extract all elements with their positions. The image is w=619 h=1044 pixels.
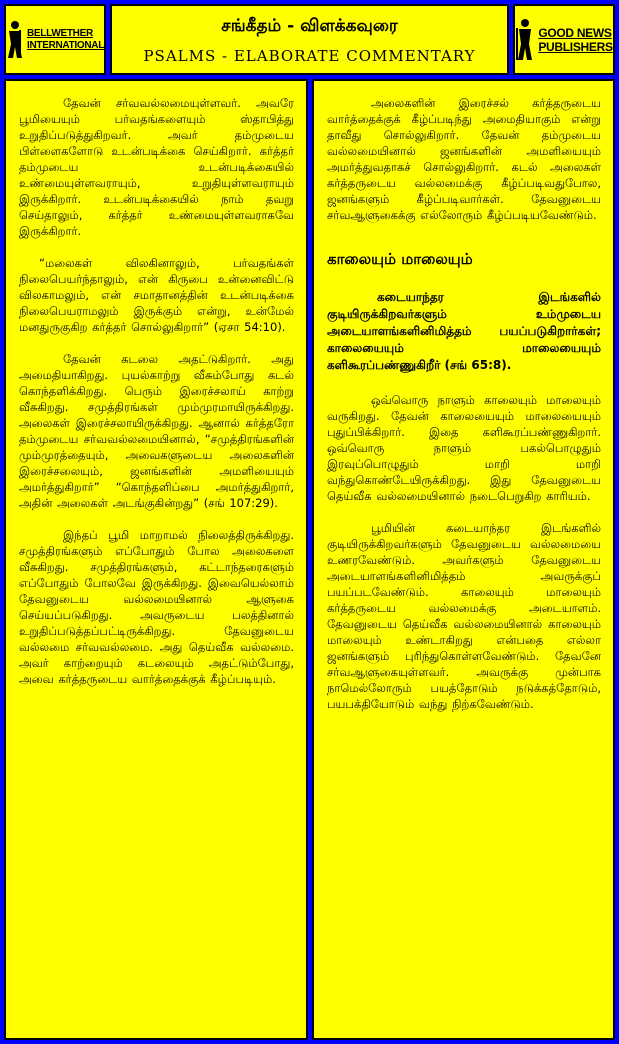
good-news-logo [515, 18, 612, 62]
left-paragraph-4: இந்தப் பூமி மாறாமல் நிலைத்திருக்கிறது. சமுத்திரங்களும் எப்போதும் போல அலைகளை வீசுகிறது. சமுத்திரங்களும், கட்டாந்தரைகளும் எப்போதும் போலவே இருக்கிறது. இவையெல்லாம் தேவனுடைய வல்லமையினால் ஆளுகை செய்யப்படுகிறது. அவருடைய பலத்தினால் உறுதிப்படுத்தப்பட்டிருக்கிறது. தேவனுடைய வல்லமை சர்வவல்லமை. அது தெய்வீக வல்லமை. அவர் காற்றையும் கடலையும் அதட்டும்போது, அவை கர்த்தருடைய வார்த்தைக்குக் கீழ்ப்படியும். [19, 528, 294, 686]
right-column [312, 79, 615, 1040]
page-title-tamil: சங்கீதம் - விளக்கவுரை [221, 16, 398, 36]
good-news-logo-line2: PUBLISHERS [538, 39, 613, 54]
scripture-verse: கடையாந்தர இடங்களில் குடியிருக்கிறவர்களும் உம்முடைய அடையாளங்களினிமித்தம் பயப்படுகிறார்கள்; காலையையும் மாலையையும் களிகூரப்பண்ணுகிறீர் (சங் 65:8). [327, 290, 601, 372]
right-intro-paragraph: அலைகளின் இரைச்சல் கர்த்தருடைய வார்த்தைக்குக் கீழ்ப்படிந்து அமைதியாகும் என்று தாவீது சொல்லுகிறார். தேவன் தம்முடைய வல்லமையினால் ஜனங்களின் அமளியையும் அமர்த்துவதாகச் சொல்லுகிறார். கடல் அலைகள் கர்த்தருடைய வல்லமைக்கு கீழ்ப்படிவதுபோல, ஜனங்களும் கீழ்ப்படிவார்கள். தேவனுடைய சர்வஆளுகைக்கு எல்லோரும் கீழ்ப்படியவேண்டும். [327, 96, 601, 222]
left-paragraph-3: தேவன் கடலை அதட்டுகிறார். அது அமைதியாகிறது. புயல்காற்று வீசும்போது கடல் கொந்தளிக்கிறது. பெரும் இரைச்சலாய் காற்று வீசுகிறது. சமுத்திரங்கள் மும்முரமாயிருக்கிறது. அலைகள் இரைச்சலாயிருக்கிறது. ஆனால் கர்த்தரோ தம்முடைய சர்வவல்லமையினால், “சமுத்திரங்களின் மும்முரத்தையும், அவைகளுடைய அலைகளின் இரைச்சலையும், ஜனங்களின் அமளியையும் அமர்த்துகிறார்” “கொந்தளிப்பை அமர்த்துகிறார், அதின் அலைகள் அடங்குகின்றது” (சங் 107:29). [19, 352, 294, 510]
bellwether-logo [6, 20, 104, 60]
page-title-english: PSALMS - ELABORATE COMMENTARY [143, 47, 476, 65]
left-paragraph-2: “மலைகள் விலகினாலும், பர்வதங்கள் நிலைபெயர்ந்தாலும், என் கிருபை உன்னைவிட்டு விலகாமலும், என் சமாதானத்தின் உடன்படிக்கை நிலைபெயராமலும் இருக்கும் என்று, உன்மேல் மனதுருகுகிற கர்த்தர் சொல்லுகிறார்” (ஏசா 54:10). [19, 256, 294, 334]
bellwether-logo-line2: INTERNATIONAL [26, 39, 105, 51]
good-news-logo-box [513, 4, 615, 75]
bellwether-logo-box [4, 4, 106, 75]
good-news-logo-line1: GOOD NEWS [538, 25, 612, 40]
right-paragraph-2: பூமியின் கடையாந்தர இடங்களில் குடியிருக்கிறவர்களும் தேவனுடைய வல்லமையை உணரவேண்டும். அவர்களும் தேவனுடைய அடையாளங்களினிமித்தம் அவருக்குப் பயப்படவேண்டும். காலையும் மாலையும் கர்த்தருடைய வல்லமைக்கு அடையாளம். தேவனுடைய தெய்வீக வல்லமையினால் காலையும் மாலையும் உண்டாகிறது என்பதை எல்லா ஜனங்களும் புரிந்துகொள்ளவேண்டும். தேவனே சர்வஆளுகையுள்ளவர். அவருக்கு முன்பாக நாமெல்லோரும் பயத்தோடும் நடுக்கத்தோடும், பயபக்தியோடும் வந்து நிற்கவேண்டும். [327, 521, 601, 711]
bellwether-figure-icon [6, 20, 24, 60]
right-paragraph-1: ஒவ்வொரு நாளும் காலையும் மாலையும் வருகிறது. தேவன் காலையையும் மாலையையும் புதுப்பிக்கிறார். இதை களிகூரப்பண்ணுகிறார். ஒவ்வொரு நாளும் பகல்பொழுதும் இரவுப்பொழுதும் மாறி மாறி வந்துகொண்டேயிருக்கிறது. இது தேவனுடைய தெய்வீக வல்லமையினால் நடைபெறுகிற காரியம். [327, 393, 601, 503]
section-heading: காலையும் மாலையும் [327, 250, 473, 268]
left-paragraph-1: தேவன் சர்வவல்லமையுள்ளவர். அவரே பூமியையும் பர்வதங்களையும் ஸ்தாபித்து உறுதிப்படுத்துகிறவர். அவர் தம்முடைய பிள்ளைகளோடு உடன்படிக்கை செய்கிறார். கர்த்தர் தம்முடைய உடன்படிக்கையில் உண்மையுள்ளவராயும், உறுதியுள்ளவராயும் இருக்கிறார். உடன்படிக்கையில் நாம் தவறு செய்தாலும், கர்த்தர் உண்மையுள்ளவராகவே இருக்கிறார். [19, 96, 294, 238]
left-column [4, 79, 308, 1040]
good-news-figure-icon [515, 18, 535, 62]
title-box [110, 4, 509, 75]
bellwether-logo-line1: BELLWETHER [26, 27, 93, 39]
